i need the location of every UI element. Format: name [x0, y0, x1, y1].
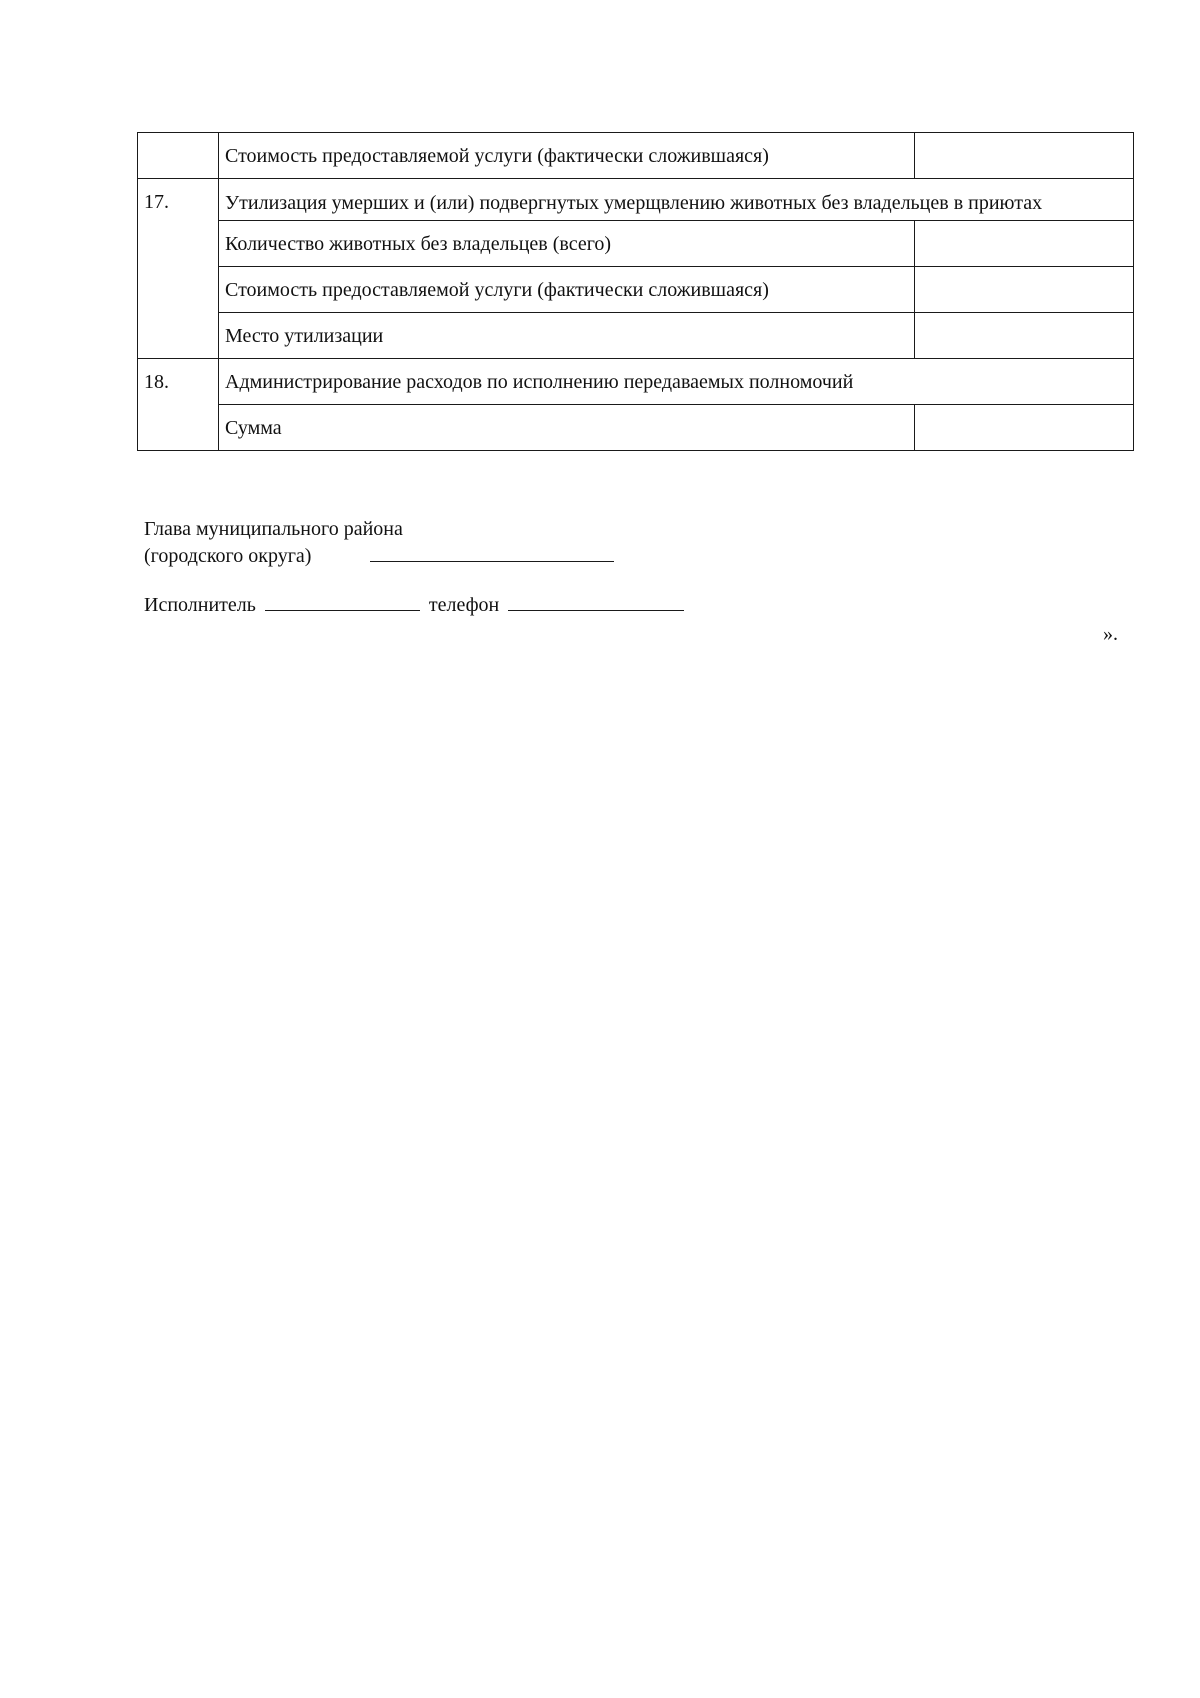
row-number — [138, 133, 219, 179]
row-number: 18. — [138, 359, 219, 451]
table-row — [138, 133, 1134, 179]
row-label: Сумма — [219, 405, 915, 451]
row-value — [915, 221, 1134, 267]
row-label: Место утилизации — [219, 313, 915, 359]
row-label: Количество животных без владельцев (всего) — [219, 221, 915, 267]
table-row — [138, 405, 1134, 451]
row-value — [915, 133, 1134, 179]
report-table — [137, 132, 1134, 451]
row-label: Стоимость предоставляемой услуги (фактически сложившаяся) — [219, 133, 915, 179]
row-label: Стоимость предоставляемой услуги (фактически сложившаяся) — [219, 267, 915, 313]
head-title-line1: Глава муниципального района — [144, 518, 403, 540]
executor-row — [144, 592, 684, 617]
section-heading: Администрирование расходов по исполнению передаваемых полномочий — [219, 359, 1134, 405]
row-value — [915, 313, 1134, 359]
head-title-line2: (городского округа) — [144, 545, 312, 567]
table-row — [138, 267, 1134, 313]
row-value — [915, 267, 1134, 313]
closing-quote-mark: ». — [1103, 623, 1118, 645]
table-row — [138, 313, 1134, 359]
section-heading: Утилизация умерших и (или) подвергнутых умерщвлению животных без владельцев в приютах — [219, 179, 1134, 221]
phone-blank — [508, 592, 684, 611]
table-row — [138, 359, 1134, 405]
executor-blank — [265, 592, 420, 611]
head-signature-blank — [370, 543, 614, 562]
row-number: 17. — [138, 179, 219, 359]
phone-label: телефон — [428, 594, 500, 616]
head-title-line2-row — [144, 543, 614, 568]
table-row — [138, 221, 1134, 267]
table-row — [138, 179, 1134, 221]
executor-label: Исполнитель — [144, 594, 256, 616]
row-value — [915, 405, 1134, 451]
